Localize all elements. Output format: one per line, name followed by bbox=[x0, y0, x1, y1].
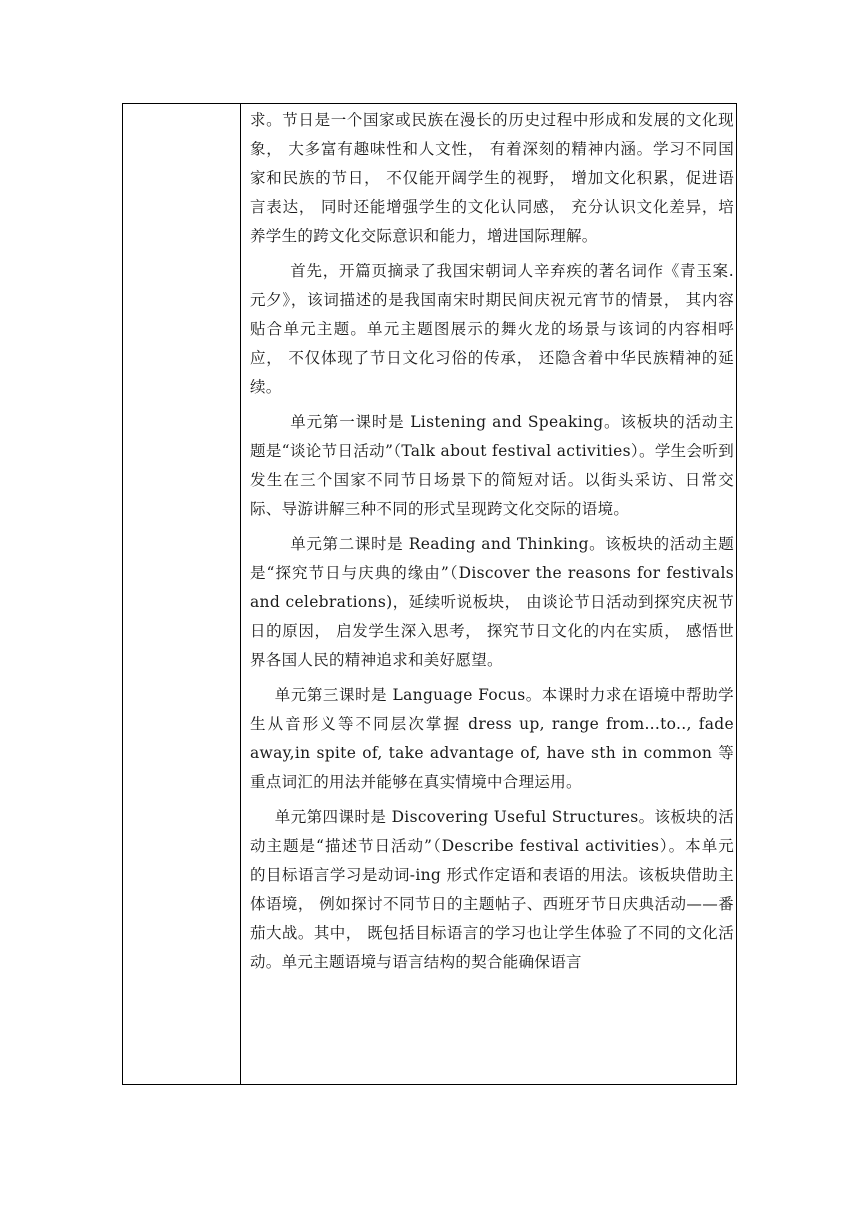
paragraph-lesson-4: 单元第四课时是 Discovering Useful Structures。该板块的活动主题是“描述节日活动”（Describe festival activities）。本单元的目标语言学习是动词-ing 形式作定语和表语的用法。该板块借助主体语境， 例如探讨不同节日的主题帖子、西班牙节日庆典活动——番茄大战。其中， 既包括目标语言的学习也让学生体验了不同的文化活动。单元主题语境与语言结构的契合能确保语言 bbox=[250, 808, 734, 971]
text-column bbox=[250, 106, 734, 983]
content-table bbox=[122, 103, 737, 1085]
paragraph-lesson-1: 单元第一课时是 Listening and Speaking。该板块的活动主题是“谈论节日活动”（Talk about festival activities）。学生会听到发生在三个国家不同节日场景下的简短对话。以街头采访、日常交际、导游讲解三种不同的形式呈现跨文化交际的语境。 bbox=[250, 413, 734, 518]
column-divider bbox=[240, 104, 241, 1084]
paragraph-opening-page: 首先，开篇页摘录了我国宋朝词人辛弃疾的著名词作《青玉案. 元夕》，该词描述的是我国南宋时期民间庆祝元宵节的情景， 其内容贴合单元主题。单元主题图展示的舞火龙的场景与该词的内容相呼应， 不仅体现了节日文化习俗的传承， 还隐含着中华民族精神的延续。 bbox=[250, 262, 734, 396]
paragraph-lesson-2: 单元第二课时是 Reading and Thinking。该板块的活动主题是“探究节日与庆典的缘由”（Discover the reasons for festivals and celebrations)，延续听说板块， 由谈论节日活动到探究庆祝节日的原因， 启发学生深入思考， 探究节日文化的内在实质， 感悟世界各国人民的精神追求和美好愿望。 bbox=[250, 535, 734, 669]
paragraph-lesson-3: 单元第三课时是 Language Focus。本课时力求在语境中帮助学生从音形义等不同层次掌握 dress up, range from...to.., fade away,in spite of, take advantage of, have sth in common 等重点词汇的用法并能够在真实情境中合理运用。 bbox=[250, 686, 734, 791]
paragraph-intro: 求。节日是一个国家或民族在漫长的历史过程中形成和发展的文化现象， 大多富有趣味性和人文性， 有着深刻的精神内涵。学习不同国家和民族的节日， 不仅能开阔学生的视野， 增加文化积累，促进语言表达， 同时还能增强学生的文化认同感， 充分认识文化差异，培养学生的跨文化交际意识和能力，增进国际理解。 bbox=[250, 111, 734, 245]
